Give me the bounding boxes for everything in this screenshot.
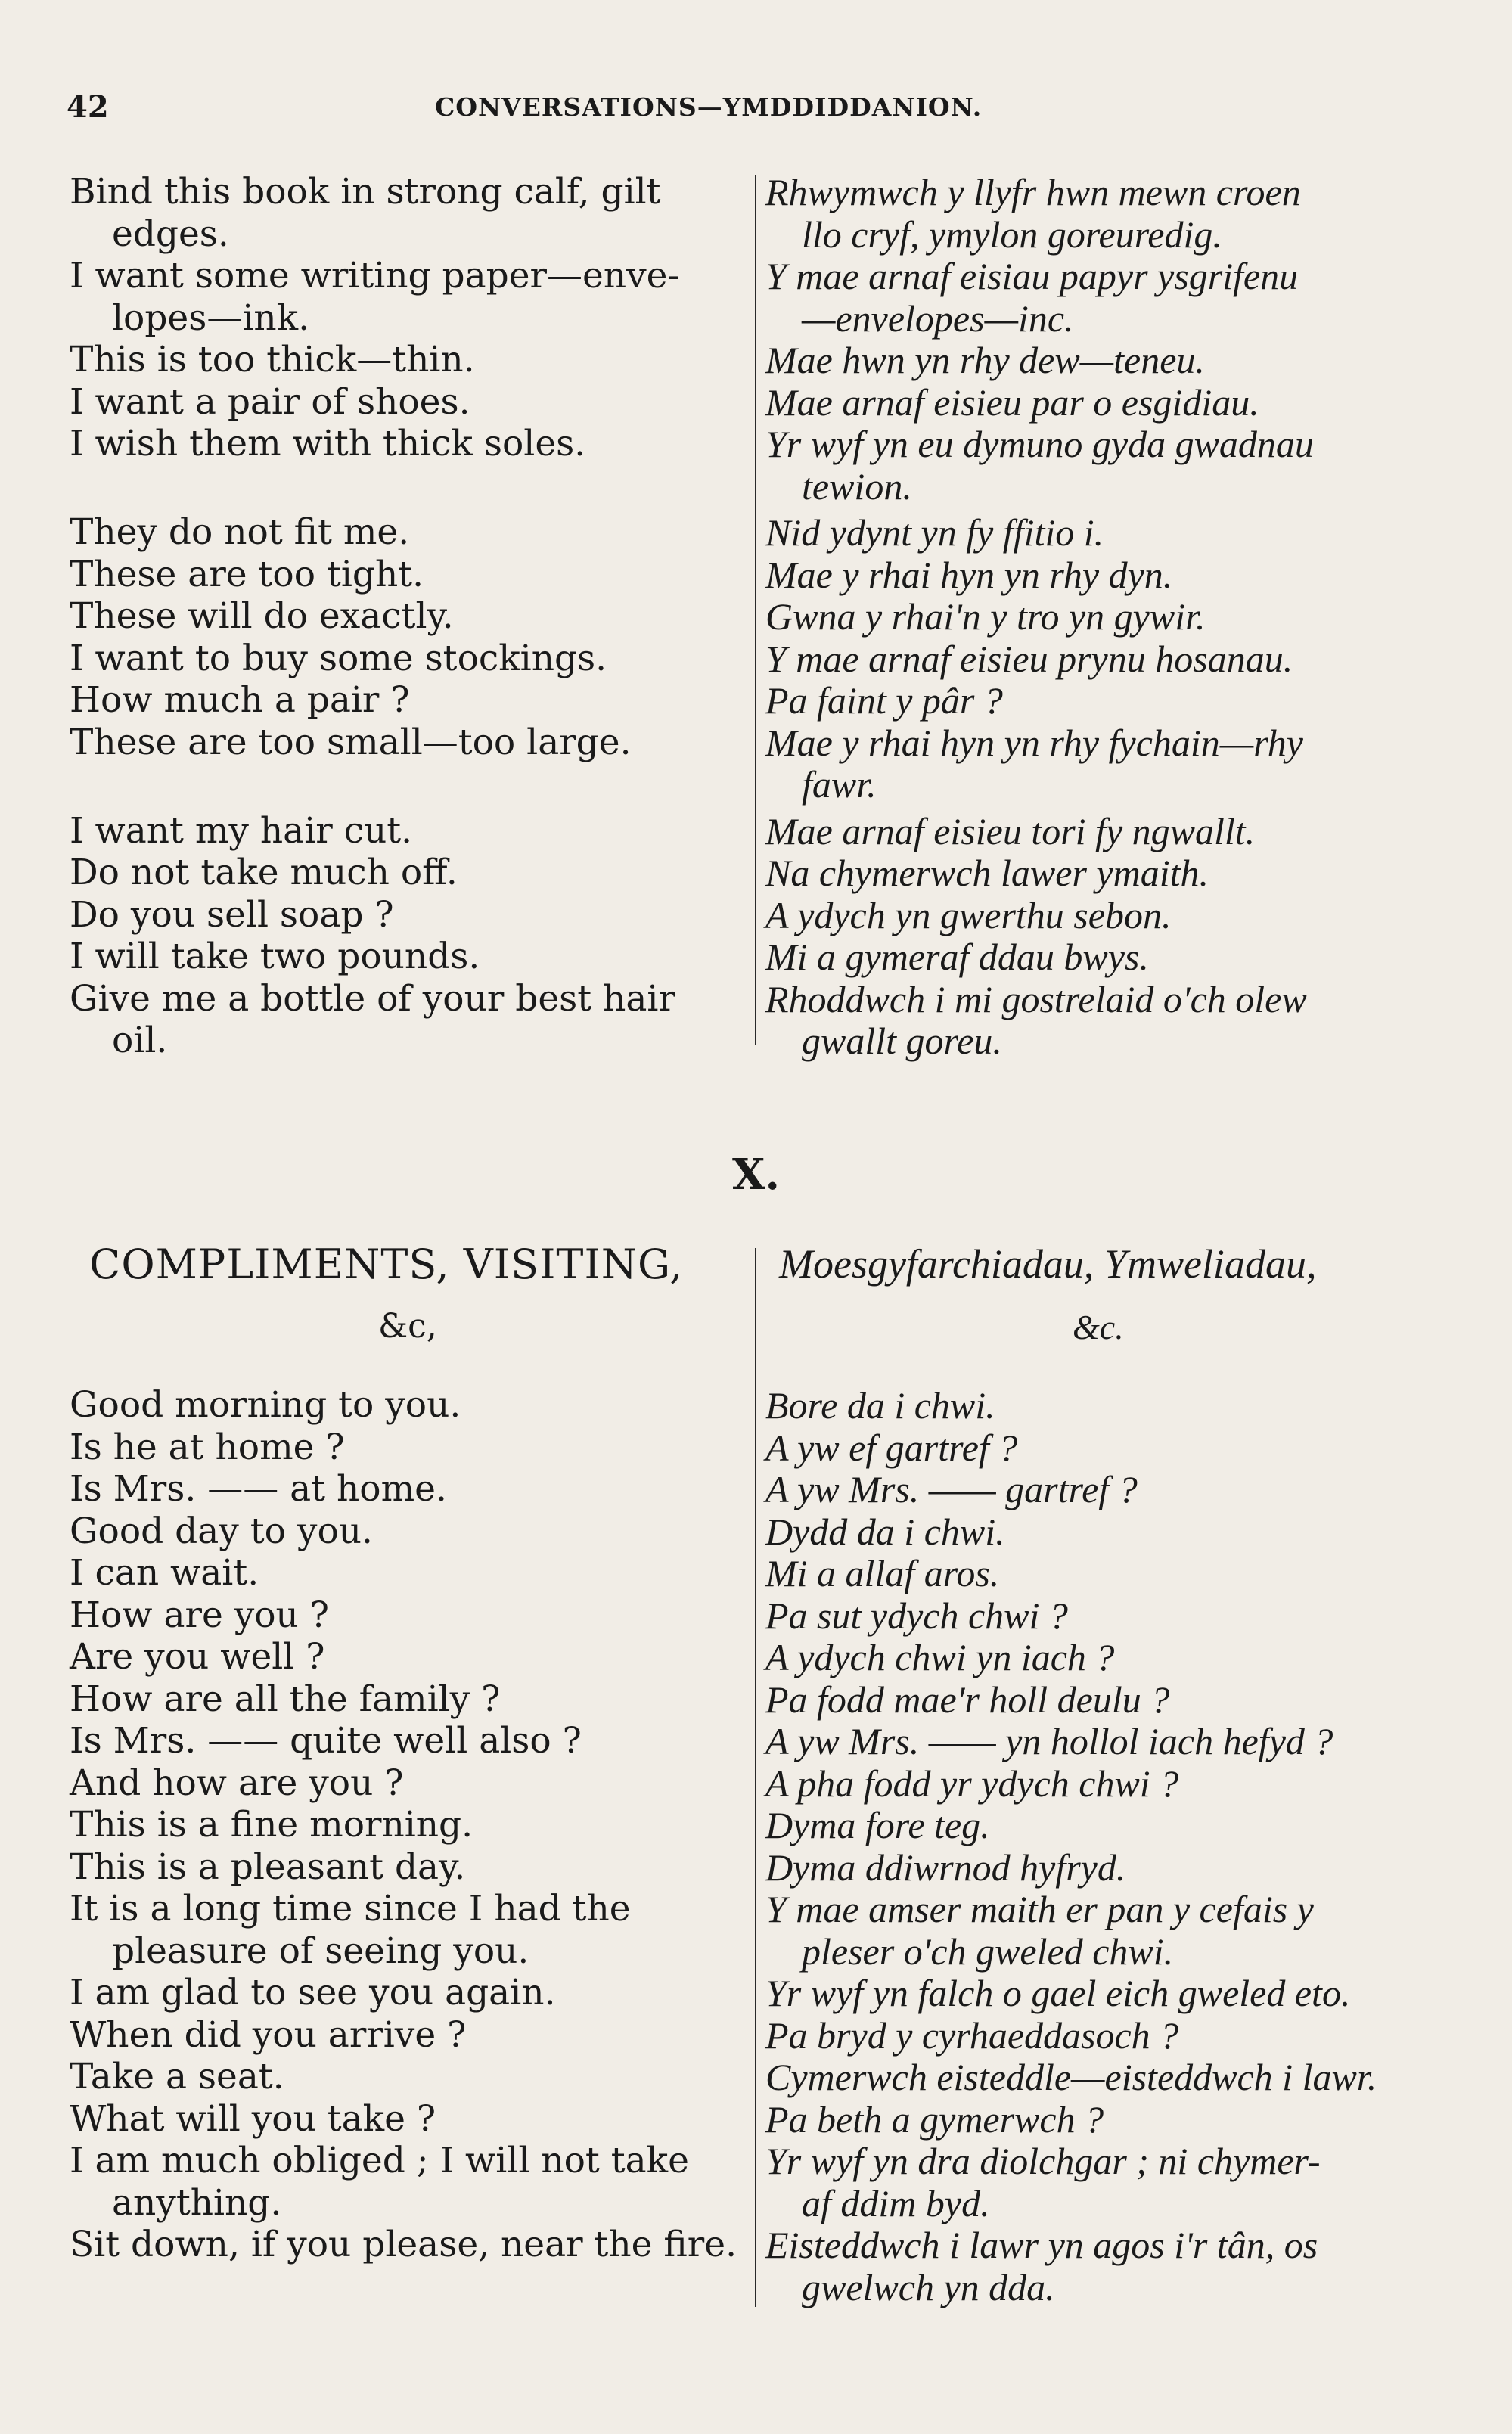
- english-phrase: Give me a bottle of your best hair: [70, 977, 675, 1020]
- welsh-phrase: gwelwch yn dda.: [802, 2265, 1055, 2308]
- english-phrase: I am glad to see you again.: [70, 1972, 556, 2013]
- welsh-phrase: Cymerwch eisteddle—eisteddwch i lawr.: [765, 2056, 1377, 2098]
- welsh-phrase: Rhoddwch i mi gostrelaid o'ch olew: [765, 977, 1307, 1020]
- column-divider: [755, 175, 756, 1045]
- english-phrase: How are all the family ?: [70, 1678, 501, 1720]
- english-phrase: They do not fit me.: [70, 511, 410, 553]
- welsh-phrase: Mae y rhai hyn yn rhy dyn.: [765, 553, 1173, 596]
- english-phrase: And how are you ?: [70, 1762, 404, 1804]
- welsh-phrase: Pa sut ydych chwi ?: [765, 1594, 1068, 1637]
- welsh-phrase: Mae arnaf eisieu tori fy ngwallt.: [765, 809, 1256, 852]
- welsh-phrase: Pa beth a gymerwch ?: [765, 2097, 1104, 2141]
- welsh-phrase: Mi a gymeraf ddau bwys.: [765, 936, 1149, 978]
- welsh-phrase: Y mae amser maith er pan y cefais y: [765, 1888, 1314, 1930]
- english-phrase: These are too tight.: [70, 553, 424, 595]
- english-phrase: Is he at home ?: [70, 1426, 345, 1468]
- english-phrase: What will you take ?: [70, 2097, 436, 2140]
- english-phrase: Is Mrs. —— at home.: [70, 1468, 447, 1510]
- welsh-phrase: Y mae arnaf eisiau papyr ysgrifenu: [765, 255, 1299, 297]
- welsh-phrase: Yr wyf yn falch o gael eich gweled eto.: [765, 1972, 1351, 2014]
- column-divider-2: [755, 1248, 756, 2307]
- english-phrase: I want my hair cut.: [70, 809, 413, 852]
- welsh-phrase: Eisteddwch i lawr yn agos i'r tân, os: [765, 2224, 1318, 2266]
- english-phrase: These will do exactly.: [70, 595, 454, 637]
- welsh-phrase: Rhwymwch y llyfr hwn mewn croen: [765, 171, 1301, 213]
- welsh-phrase: tewion.: [802, 464, 912, 508]
- english-phrase: I want some writing paper—enve-: [70, 255, 680, 296]
- english-phrase: Are you well ?: [70, 1636, 325, 1678]
- welsh-phrase: Bore da i chwi.: [765, 1384, 995, 1427]
- section-title-welsh: Moesgyfarchiadau, Ymweliadau,: [779, 1241, 1317, 1287]
- english-phrase: Bind this book in strong calf, gilt: [70, 171, 661, 213]
- welsh-phrase: Mae y rhai hyn yn rhy fychain—rhy: [765, 721, 1303, 764]
- english-phrase: edges.: [112, 213, 229, 255]
- welsh-phrase: A yw Mrs. —— yn hollol iach hefyd ?: [765, 1720, 1333, 1762]
- welsh-phrase: Mae hwn yn rhy dew—teneu.: [765, 339, 1205, 381]
- english-phrase: I am much obliged ; I will not take: [70, 2140, 689, 2181]
- welsh-phrase: fawr.: [802, 763, 877, 806]
- welsh-phrase: Nid ydynt yn fy ffitio i.: [765, 511, 1104, 554]
- english-phrase: anything.: [112, 2181, 282, 2224]
- welsh-phrase: af ddim byd.: [802, 2181, 990, 2224]
- english-phrase: When did you arrive ?: [70, 2013, 467, 2056]
- welsh-phrase: A pha fodd yr ydych chwi ?: [765, 1762, 1179, 1805]
- welsh-phrase: Mi a allaf aros.: [765, 1552, 1000, 1594]
- english-phrase: Good day to you.: [70, 1510, 373, 1552]
- running-title: CONVERSATIONS—YMDDIDDANION.: [435, 92, 983, 122]
- welsh-phrase: Dydd da i chwi.: [765, 1510, 1005, 1553]
- english-phrase: Sit down, if you please, near the fire.: [70, 2224, 737, 2265]
- english-phrase: pleasure of seeing you.: [112, 1930, 529, 1972]
- welsh-phrase: A ydych yn gwerthu sebon.: [765, 893, 1172, 936]
- english-phrase: This is a fine morning.: [70, 1804, 473, 1846]
- english-phrase: I can wait.: [70, 1552, 259, 1594]
- welsh-phrase: Yr wyf yn eu dymuno gyda gwadnau: [765, 423, 1314, 465]
- welsh-phrase: Gwna y rhai'n y tro yn gywir.: [765, 595, 1206, 638]
- english-phrase: I will take two pounds.: [70, 936, 480, 977]
- welsh-phrase: gwallt goreu.: [802, 1020, 1002, 1062]
- english-phrase: Good morning to you.: [70, 1384, 461, 1426]
- english-phrase: This is a pleasant day.: [70, 1846, 466, 1888]
- welsh-phrase: llo cryf, ymylon goreuredig.: [802, 213, 1222, 256]
- section-number: X.: [732, 1150, 780, 1200]
- welsh-phrase: Pa faint y pâr ?: [765, 679, 1003, 722]
- welsh-phrase: A yw Mrs. —— gartref ?: [765, 1468, 1138, 1510]
- english-phrase: I want a pair of shoes.: [70, 380, 470, 423]
- welsh-phrase: A yw ef gartref ?: [765, 1426, 1018, 1469]
- welsh-phrase: Pa fodd mae'r holl deulu ?: [765, 1678, 1170, 1721]
- english-phrase: How are you ?: [70, 1594, 329, 1636]
- english-phrase: Is Mrs. —— quite well also ?: [70, 1720, 582, 1762]
- english-phrase: I want to buy some stockings.: [70, 637, 607, 679]
- english-phrase: Take a seat.: [70, 2056, 284, 2097]
- section-title-english-suffix: &c,: [378, 1307, 437, 1346]
- english-phrase: Do you sell soap ?: [70, 893, 394, 936]
- english-phrase: oil.: [112, 1020, 168, 1061]
- english-phrase: How much a pair ?: [70, 679, 410, 721]
- english-phrase: Do not take much off.: [70, 852, 458, 893]
- english-phrase: This is too thick—thin.: [70, 339, 475, 380]
- page-number: 42: [67, 89, 109, 125]
- english-phrase: It is a long time since I had the: [70, 1888, 631, 1930]
- welsh-phrase: Mae arnaf eisieu par o esgidiau.: [765, 380, 1259, 424]
- welsh-phrase: Dyma ddiwrnod hyfryd.: [765, 1846, 1126, 1889]
- welsh-phrase: pleser o'ch gweled chwi.: [802, 1930, 1174, 1973]
- section-title-welsh-suffix: &c.: [1073, 1308, 1124, 1346]
- welsh-phrase: —envelopes—inc.: [802, 296, 1074, 340]
- english-phrase: lopes—ink.: [112, 296, 310, 339]
- welsh-phrase: Na chymerwch lawer ymaith.: [765, 852, 1209, 894]
- welsh-phrase: A ydych chwi yn iach ?: [765, 1636, 1115, 1678]
- welsh-phrase: Pa bryd y cyrhaeddasoch ?: [765, 2013, 1179, 2057]
- english-phrase: These are too small—too large.: [70, 721, 632, 763]
- english-phrase: I wish them with thick soles.: [70, 423, 586, 464]
- welsh-phrase: Yr wyf yn dra diolchgar ; ni chymer-: [765, 2140, 1321, 2182]
- running-header: [0, 89, 1512, 135]
- section-title-english: COMPLIMENTS, VISITING,: [89, 1240, 684, 1288]
- welsh-phrase: Dyma fore teg.: [765, 1804, 990, 1846]
- welsh-phrase: Y mae arnaf eisieu prynu hosanau.: [765, 637, 1293, 680]
